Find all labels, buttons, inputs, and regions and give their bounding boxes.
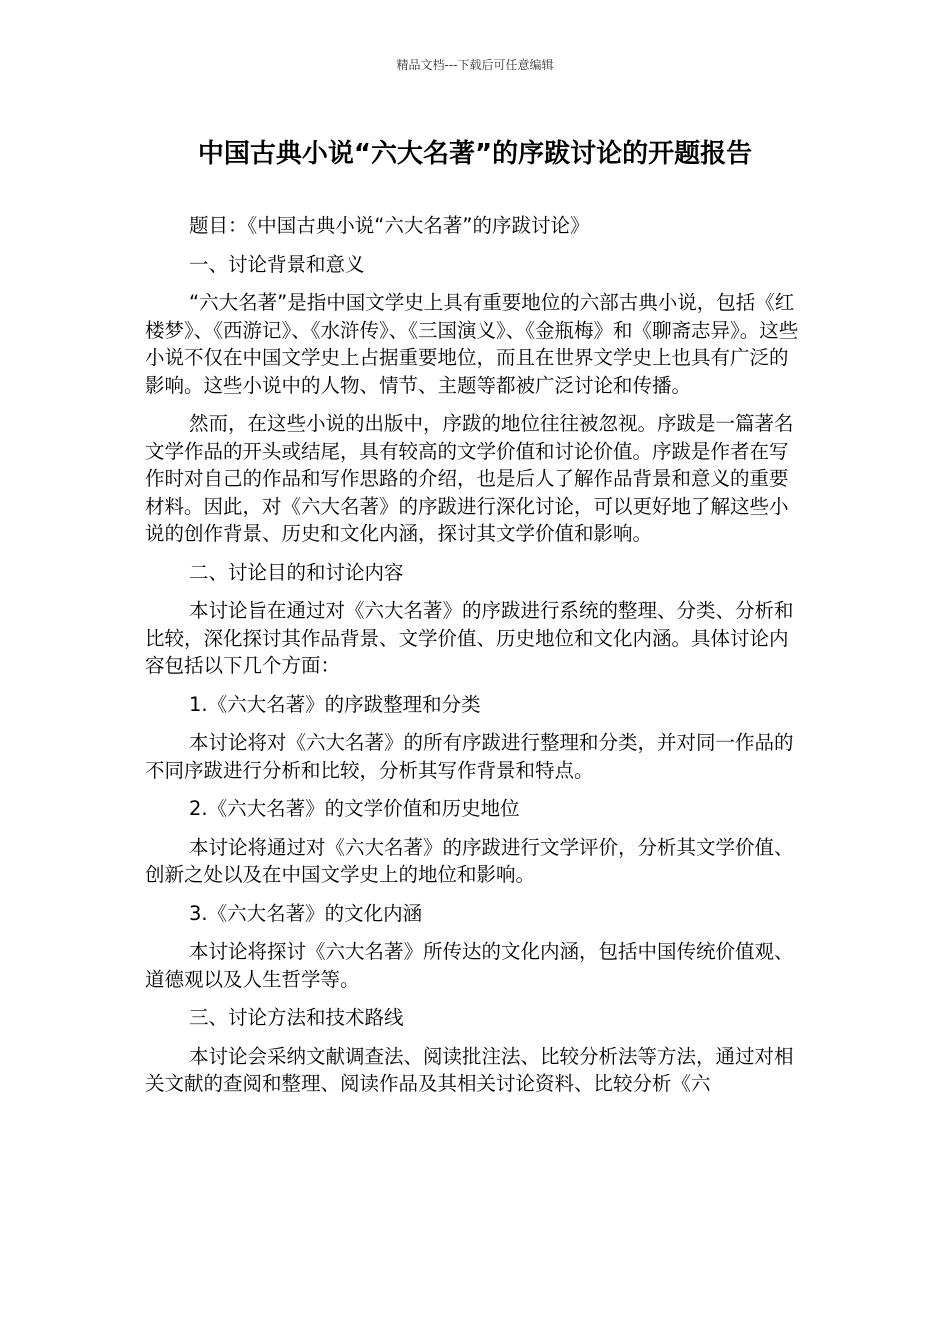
list-item-3: 3.《六大名著》的文化内涵 (189, 901, 423, 925)
paragraph-purpose: 本讨论旨在通过对《六大名著》的序跋进行系统的整理、分类、分析和比较，深化探讨其作品背景、文学价值、历史地位和文化内涵。具体讨论内容包括以下几个方面： (145, 599, 794, 677)
paragraph-item-1: 本讨论将对《六大名著》的所有序跋进行整理和分类，并对同一作品的不同序跋进行分析和比较，分析其写作背景和特点。 (145, 731, 794, 782)
paragraph-item-3: 本讨论将探讨《六大名著》所传达的文化内涵，包括中国传统价值观、道德观以及人生哲学等。 (145, 940, 794, 991)
document-body (145, 212, 805, 1109)
section-heading-background: 一、讨论背景和意义 (189, 252, 365, 276)
section-heading-methods: 三、讨论方法和技术路线 (189, 1006, 404, 1029)
list-item-2: 2.《六大名著》的文学价值和历史地位 (189, 797, 520, 820)
document-title: 中国古典小说“六大名著”的序跋讨论的开题报告 (197, 139, 753, 169)
section-heading-purpose: 二、讨论目的和讨论内容 (189, 560, 404, 584)
paragraph-intro: “六大名著”是指中国文学史上具有重要地位的六部古典小说，包括《红楼梦》、《西游记》、《水浒传》、《三国演义》、《金瓶梅》和《聊斋志异》。这些小说不仅在中国文学史上占据重要地位，而且在世界文学史上也具有广泛的影响。这些小说中的人物、情节、主题等都被广泛讨论和传播。 (145, 291, 799, 397)
topic-line: 题目：《中国古典小说“六大名著”的序跋讨论》 (189, 214, 590, 237)
paragraph-item-2: 本讨论将通过对《六大名著》的序跋进行文学评价，分析其文学价值、创新之处以及在中国文学史上的地位和影响。 (145, 835, 794, 886)
paragraph-methods: 本讨论会采纳文献调查法、阅读批注法、比较分析法等方法，通过对相关文献的查阅和整理、阅读作品及其相关讨论资料、比较分析《六 (145, 1044, 794, 1095)
list-item-1: 1.《六大名著》的序跋整理和分类 (189, 692, 481, 716)
paragraph-preface-importance: 然而，在这些小说的出版中，序跋的地位往往被忽视。序跋是一篇著名文学作品的开头或结尾，具有较高的文学价值和讨论价值。序跋是作者在写作时对自己的作品和写作思路的介绍，也是后人了解作品背景和意义的重要材料。因此，对《六大名著》的序跋进行深化讨论，可以更好地了解这些小说的创作背景、历史和文化内涵，探讨其文学价值和影响。 (145, 412, 794, 545)
page-header: 精品文档---下载后可任意编辑 (396, 58, 554, 72)
